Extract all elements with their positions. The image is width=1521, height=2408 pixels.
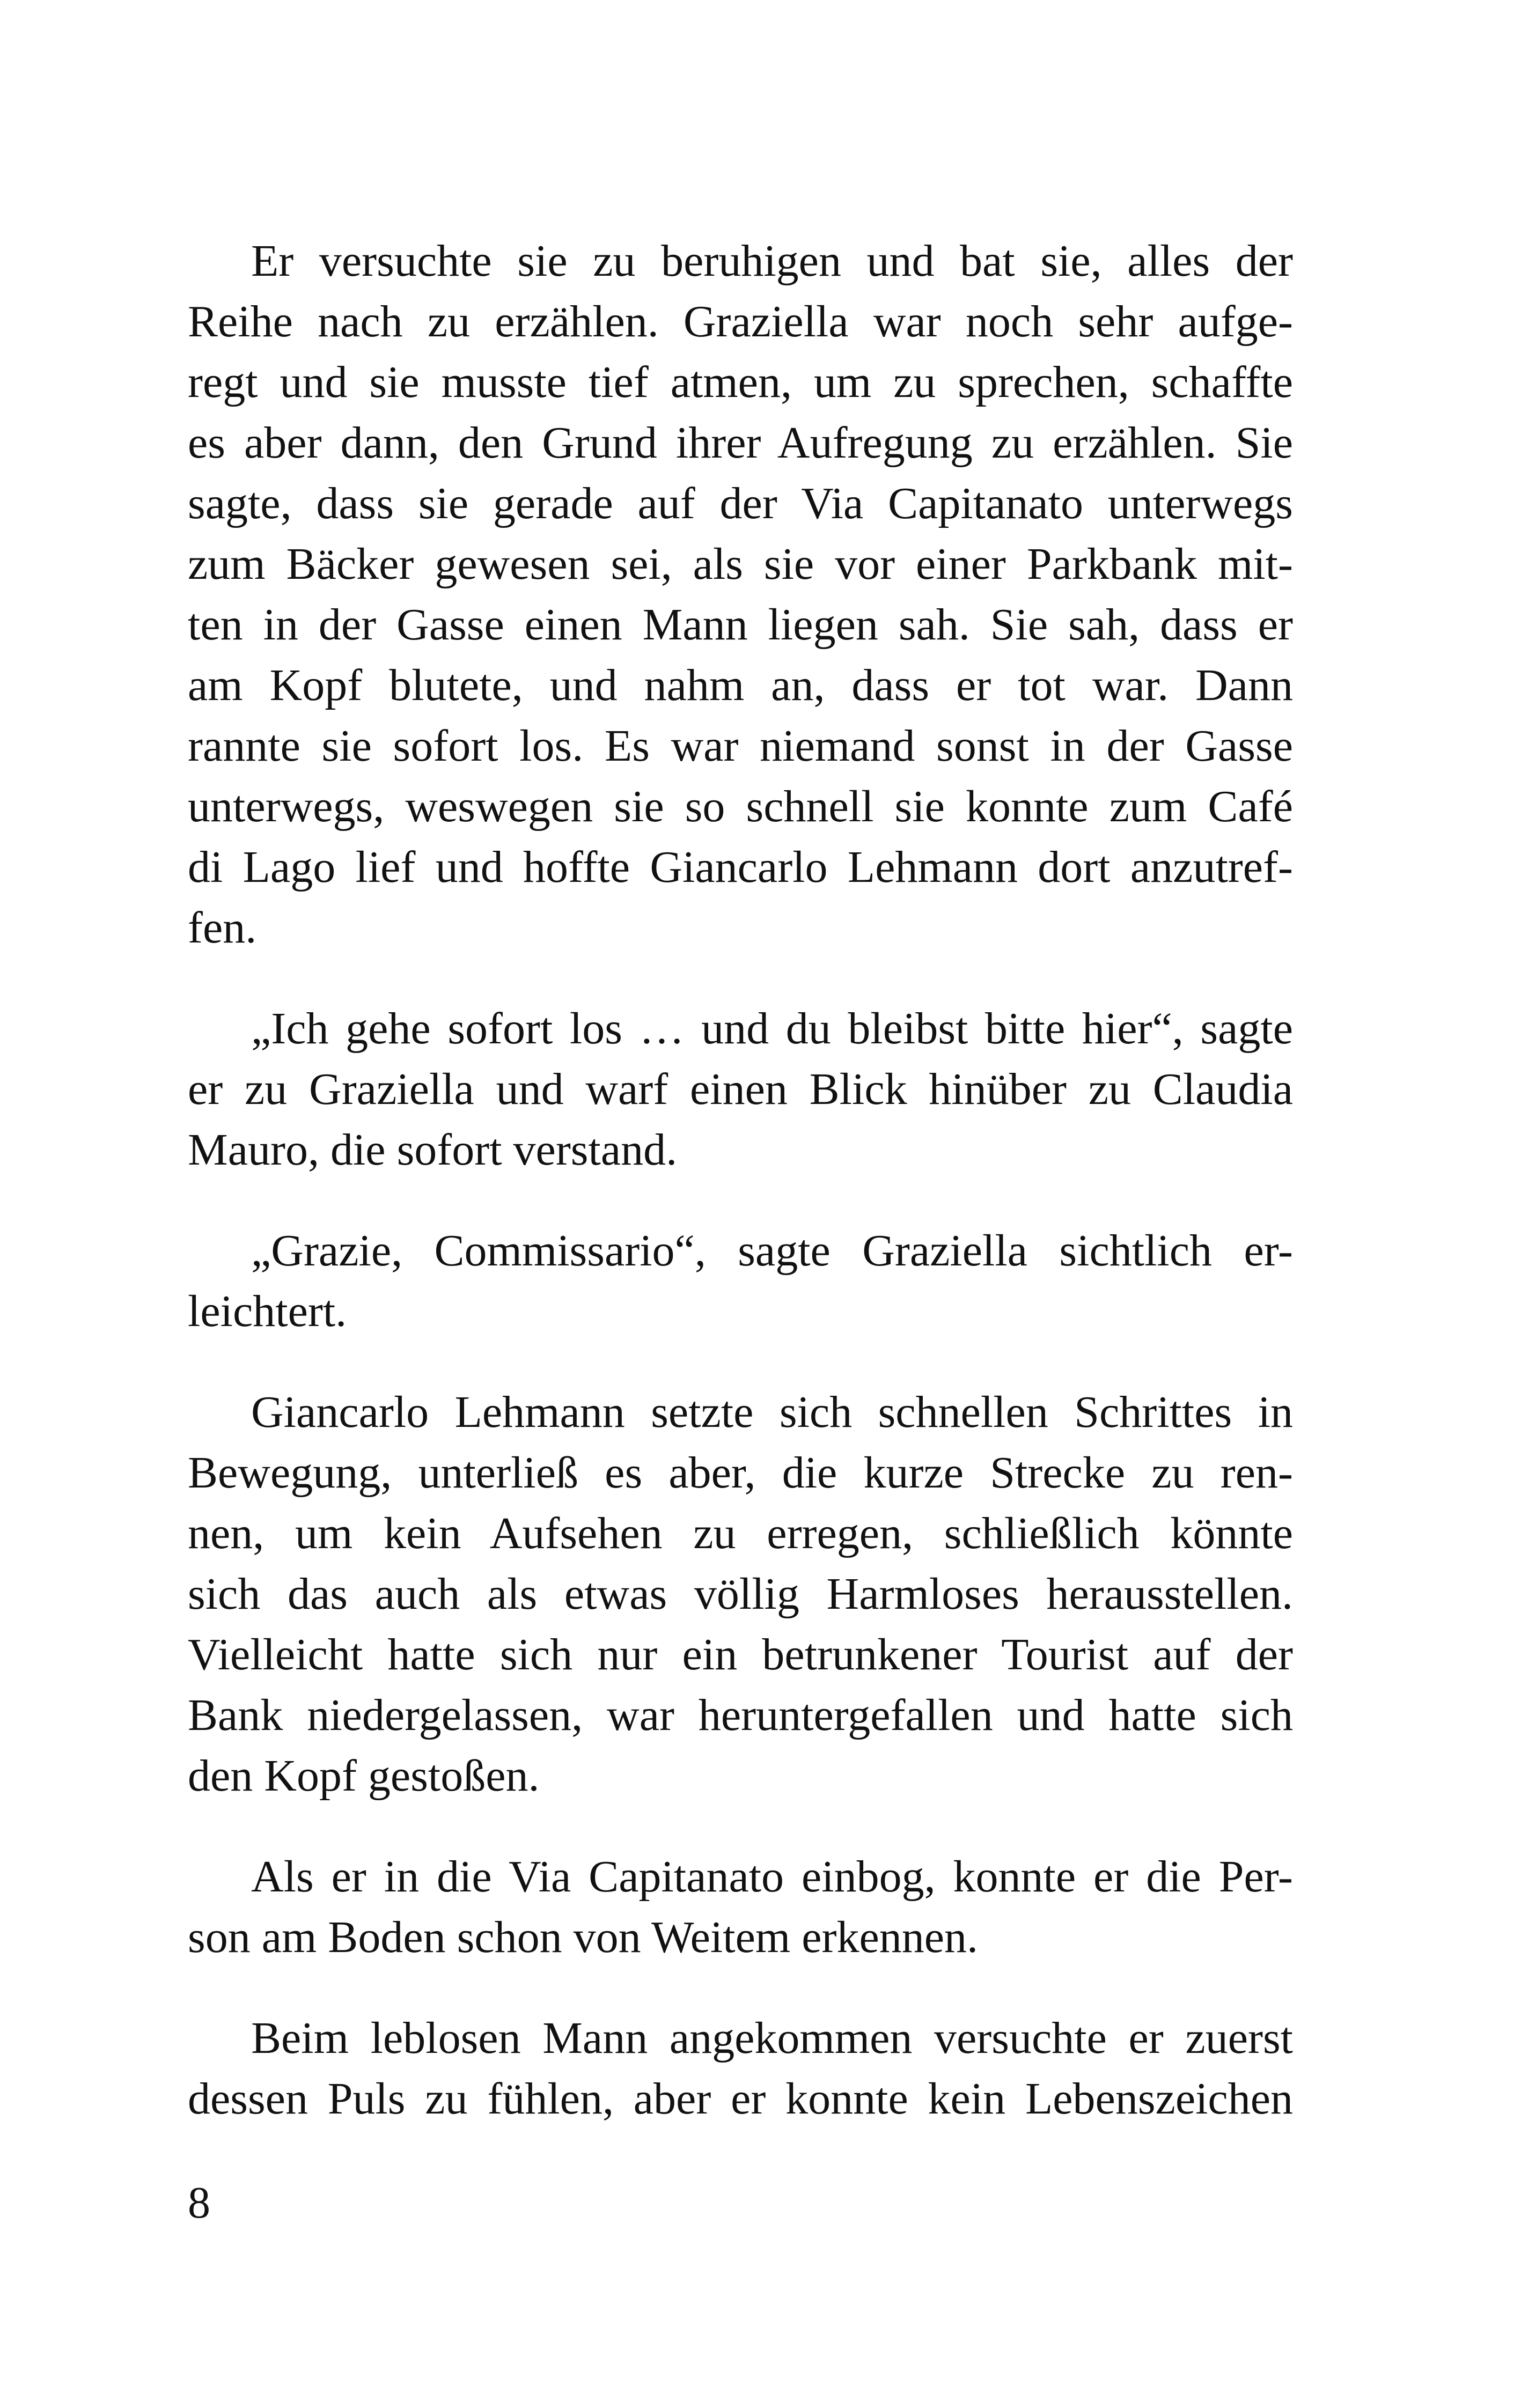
text-line: Beim leblosen Mann angekommen versuchte er zuerst <box>251 2013 1293 2063</box>
text-line: Bewegung, unterließ es aber, die kurze Strecke zu ren- <box>188 1448 1293 1498</box>
text-line: nen, um kein Aufsehen zu erregen, schließlich könnte <box>188 1508 1293 1558</box>
text-line: Giancarlo Lehmann setzte sich schnellen Schrittes in <box>251 1387 1293 1437</box>
text-line: ten in der Gasse einen Mann liegen sah. Sie sah, dass er <box>188 600 1293 650</box>
text-line: es aber dann, den Grund ihrer Aufregung zu erzählen. Sie <box>188 418 1293 468</box>
text-line: regt und sie musste tief atmen, um zu sprechen, schaffte <box>188 357 1293 407</box>
paragraph-gap <box>188 1180 1293 1220</box>
text-line: Mauro, die sofort verstand. <box>188 1125 678 1175</box>
text-line: Bank niedergelassen, war heruntergefallen und hatte sich <box>188 1690 1293 1740</box>
paragraph <box>188 1220 1293 1342</box>
text-line: sagte, dass sie gerade auf der Via Capitanato unterwegs <box>188 478 1293 528</box>
paragraph-gap <box>188 958 1293 998</box>
paragraph-gap <box>188 1806 1293 1846</box>
paragraph <box>188 1382 1293 1806</box>
text-line: zum Bäcker gewesen sei, als sie vor einer Parkbank mit- <box>188 539 1293 589</box>
text-line: „Grazie, Commissario“, sagte Graziella sichtlich er- <box>251 1226 1293 1276</box>
paragraph <box>188 1846 1293 1968</box>
text-line: er zu Graziella und warf einen Blick hinüber zu Claudia <box>188 1064 1293 1114</box>
text-line: di Lago lief und hoffte Giancarlo Lehmann dort anzutref- <box>188 842 1293 892</box>
text-line: Er versuchte sie zu beruhigen und bat sie, alles der <box>251 236 1293 286</box>
body-text <box>188 231 1293 2129</box>
text-line: Vielleicht hatte sich nur ein betrunkener Tourist auf der <box>188 1630 1293 1680</box>
text-line: sich das auch als etwas völlig Harmloses herausstellen. <box>188 1569 1293 1619</box>
text-line: dessen Puls zu fühlen, aber er konnte kein Lebenszeichen <box>188 2074 1293 2124</box>
text-line: den Kopf gestoßen. <box>188 1751 540 1801</box>
text-line: rannte sie sofort los. Es war niemand sonst in der Gasse <box>188 721 1293 771</box>
text-line: „Ich gehe sofort los … und du bleibst bitte hier“, sagte <box>251 1004 1293 1054</box>
text-line: fen. <box>188 903 257 953</box>
paragraph-gap <box>188 1968 1293 2008</box>
text-line: leichtert. <box>188 1286 347 1336</box>
paragraph <box>188 998 1293 1180</box>
page-number: 8 <box>188 2178 210 2228</box>
text-line: am Kopf blutete, und nahm an, dass er tot war. Dann <box>188 660 1293 710</box>
text-line: Als er in die Via Capitanato einbog, konnte er die Per- <box>251 1852 1293 1902</box>
paragraph <box>188 2008 1293 2129</box>
text-line: unterwegs, weswegen sie so schnell sie konnte zum Café <box>188 782 1293 831</box>
paragraph <box>188 231 1293 958</box>
paragraph-gap <box>188 1342 1293 1382</box>
text-line: son am Boden schon von Weitem erkennen. <box>188 1912 979 1962</box>
text-line: Reihe nach zu erzählen. Graziella war noch sehr aufge- <box>188 297 1293 347</box>
